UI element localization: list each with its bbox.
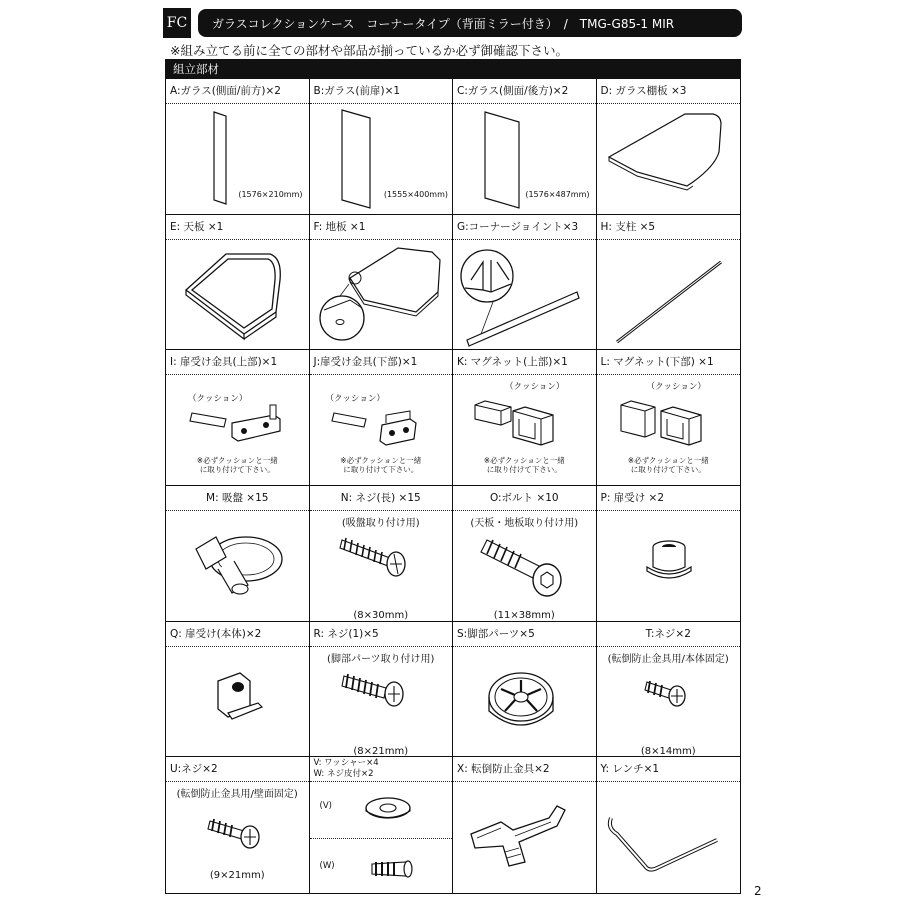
note-line: ※必ずクッションと一緒 <box>340 456 422 466</box>
part-title-line: V: ワッシャー×4 <box>313 758 379 769</box>
part-y-cell <box>597 757 741 893</box>
cushion-label: （クッション） <box>325 394 385 405</box>
brand-logo <box>163 8 191 38</box>
part-title: R: ネジ(1)×5 <box>310 622 453 647</box>
part-title: N: ネジ(長) ×15 <box>310 486 453 511</box>
cushion-label: （クッション） <box>646 382 706 393</box>
door-catch-body-illustration <box>166 647 309 757</box>
cushion-note <box>166 456 309 474</box>
check-notice: ※組み立てる前に全ての部材や部品が揃っているか必ず御確認下さい。 <box>170 43 568 58</box>
bottom-board-illustration <box>310 240 453 350</box>
note-line: ※必ずクッションと一緒 <box>627 456 709 466</box>
section-bar <box>165 59 741 78</box>
part-title: K: マグネット(上部)×1 <box>453 350 596 375</box>
part-title <box>310 757 453 782</box>
document-title: ガラスコレクションケース コーナータイプ（背面ミラー付き） / TMG-G85-1 MIR <box>212 16 675 31</box>
part-title: D: ガラス棚板 ×3 <box>597 79 741 104</box>
dimension-label: (9×21mm) <box>209 870 265 882</box>
dimension-label: (11×38mm) <box>493 610 555 621</box>
leg-part-illustration <box>453 647 596 757</box>
part-title: I: 扉受け金具(上部)×1 <box>166 350 309 375</box>
washer-and-anchor-illustration <box>310 782 453 892</box>
part-usage: (転倒防止金具用/本体固定) <box>607 653 729 665</box>
part-usage: (転倒防止金具用/壁面固定) <box>176 789 298 801</box>
door-catch-illustration <box>597 511 741 621</box>
part-a-cell <box>166 79 310 215</box>
part-title: E: 天板 ×1 <box>166 215 309 240</box>
part-title: M: 吸盤 ×15 <box>166 486 309 511</box>
cushion-note <box>597 456 741 474</box>
cushion-note <box>453 456 596 474</box>
suction-cup-illustration <box>166 511 309 621</box>
note-line: ※必ずクッションと一緒 <box>196 456 278 466</box>
part-g-cell <box>453 215 597 351</box>
part-r-cell <box>310 622 454 758</box>
part-k-cell <box>453 350 597 486</box>
part-usage: (脚部パーツ取り付け用) <box>327 653 435 665</box>
note-line: ※必ずクッションと一緒 <box>483 456 565 466</box>
part-p-cell <box>597 486 741 622</box>
part-title: S:脚部パーツ×5 <box>453 622 596 647</box>
part-v-w-cell <box>310 757 454 893</box>
part-title: H: 支柱 ×5 <box>597 215 741 240</box>
dimension-label: (8×14mm) <box>640 745 696 757</box>
part-title: O:ボルト ×10 <box>453 486 596 511</box>
part-title: Q: 扉受け(本体)×2 <box>166 622 309 647</box>
part-n-cell <box>310 486 454 622</box>
note-line: に取り付けて下さい。 <box>486 465 562 475</box>
section-title: 組立部材 <box>173 61 219 76</box>
dimension-label: (1576×487mm) <box>525 190 590 199</box>
part-title: P: 扉受け ×2 <box>597 486 741 511</box>
page-number: 2 <box>754 884 762 898</box>
part-x-cell <box>453 757 597 893</box>
dimension-label: (1576×210mm) <box>238 190 303 199</box>
part-f-cell <box>310 215 454 351</box>
part-title: L: マグネット(下部) ×1 <box>597 350 741 375</box>
part-title: B:ガラス(前扉)×1 <box>310 79 453 104</box>
part-b-cell <box>310 79 454 215</box>
screw-illustration <box>310 662 453 732</box>
part-title: U:ネジ×2 <box>166 757 309 782</box>
glass-shelf-illustration <box>597 104 741 214</box>
part-u-cell <box>166 757 310 893</box>
corner-joint-illustration <box>453 240 596 350</box>
part-i-cell <box>166 350 310 486</box>
part-title: X: 転倒防止金具×2 <box>453 757 596 782</box>
part-title: C:ガラス(側面/後方)×2 <box>453 79 596 104</box>
cushion-label: （クッション） <box>505 382 565 393</box>
part-e-cell <box>166 215 310 351</box>
long-screw-illustration <box>310 526 453 596</box>
hex-wrench-illustration <box>597 782 741 892</box>
part-title: J:扉受け金具(下部)×1 <box>310 350 453 375</box>
part-title: F: 地板 ×1 <box>310 215 453 240</box>
part-m-cell <box>166 486 310 622</box>
part-c-cell <box>453 79 597 215</box>
part-usage: (吸盤取り付け用) <box>341 518 420 529</box>
support-pole-illustration <box>597 240 741 350</box>
parts-grid <box>165 78 741 894</box>
part-l-cell <box>597 350 741 486</box>
part-title: Y: レンチ×1 <box>597 757 741 782</box>
note-line: に取り付けて下さい。 <box>199 465 275 475</box>
dimension-label: (1555×400mm) <box>383 190 448 199</box>
part-j-cell <box>310 350 454 486</box>
part-t-cell <box>597 622 741 758</box>
part-h-cell <box>597 215 741 351</box>
cushion-note <box>310 456 453 474</box>
part-q-cell <box>166 622 310 758</box>
note-line: に取り付けて下さい。 <box>630 465 706 475</box>
screw-tag: (W) <box>319 861 335 872</box>
wall-screw-illustration <box>166 797 309 867</box>
part-title: T:ネジ×2 <box>597 622 741 647</box>
document-header <box>198 9 742 37</box>
dimension-label: (8×21mm) <box>353 745 409 757</box>
anti-tip-bracket-illustration <box>453 782 596 892</box>
part-title: G:コーナージョイント×3 <box>453 215 596 240</box>
part-title: A:ガラス(側面/前方)×2 <box>166 79 309 104</box>
part-title-line: W: ネジ皮付×2 <box>313 769 374 780</box>
part-usage: (天板・地板取り付け用) <box>470 518 579 529</box>
logo-text: FC <box>166 15 188 31</box>
dimension-label: (8×30mm) <box>353 610 409 621</box>
part-s-cell <box>453 622 597 758</box>
note-line: に取り付けて下さい。 <box>343 465 419 475</box>
washer-tag: (V) <box>319 801 332 812</box>
top-board-illustration <box>166 240 309 350</box>
part-d-cell <box>597 79 741 215</box>
bolt-illustration <box>453 526 596 606</box>
part-o-cell <box>453 486 597 622</box>
short-screw-illustration <box>597 662 741 732</box>
cushion-label: （クッション） <box>188 394 248 405</box>
